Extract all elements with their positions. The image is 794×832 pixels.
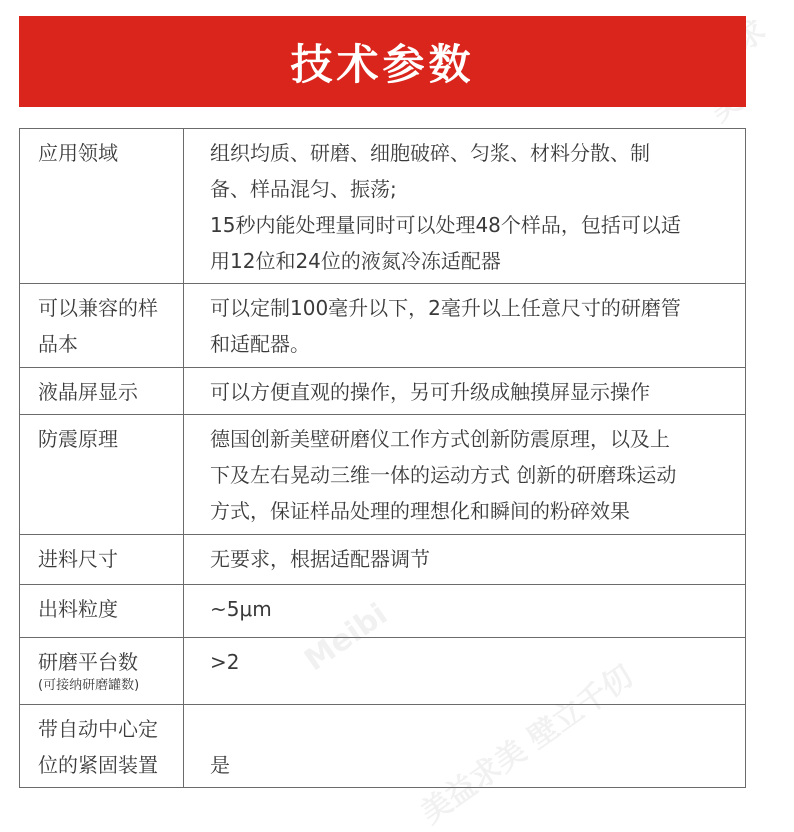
table-row <box>20 638 746 705</box>
value-line: 可以定制100毫升以下，2毫升以上任意尺寸的研磨管 <box>210 296 681 320</box>
row-key: 液晶屏显示 <box>20 368 184 415</box>
value-line: 15秒内能处理量同时可以处理48个样品，包括可以适 <box>210 213 681 237</box>
value-line: 用12位和24位的液氮冷冻适配器 <box>210 249 501 273</box>
value-line: 和适配器。 <box>210 332 310 356</box>
table-row <box>20 284 746 368</box>
row-value <box>184 284 746 368</box>
row-key: 防震原理 <box>20 415 184 535</box>
row-value: 可以方便直观的操作，另可升级成触摸屏显示操作 <box>184 368 746 415</box>
row-key <box>20 638 184 705</box>
table-row <box>20 705 746 788</box>
row-key: 出料粒度 <box>20 585 184 638</box>
page-title: 技术参数 <box>290 39 475 89</box>
key-line: 品本 <box>38 332 78 356</box>
table-row <box>20 535 746 585</box>
key-line: 位的紧固装置 <box>38 753 158 777</box>
value-line: 备、样品混匀、振荡; <box>210 177 397 201</box>
value-line: 下及左右晃动三维一体的运动方式 创新的研磨珠运动 <box>210 463 677 487</box>
row-value: 是 <box>184 705 746 788</box>
row-value: >2 <box>184 638 746 705</box>
row-value <box>184 129 746 284</box>
table-row <box>20 585 746 638</box>
title-banner <box>19 16 746 107</box>
value-line: 德国创新美壁研磨仪工作方式创新防震原理，以及上 <box>210 427 670 451</box>
key-line: 可以兼容的样 <box>38 296 158 320</box>
key-line: 研磨平台数 <box>38 650 138 674</box>
key-note: (可接纳研磨罐数) <box>38 678 140 693</box>
row-value <box>184 415 746 535</box>
row-key <box>20 284 184 368</box>
key-line: 带自动中心定 <box>38 717 158 741</box>
table-row <box>20 415 746 535</box>
row-value: ~5μm <box>184 585 746 638</box>
row-value: 无要求，根据适配器调节 <box>184 535 746 585</box>
row-key <box>20 705 184 788</box>
value-line: 组织均质、研磨、细胞破碎、匀浆、材料分散、制 <box>210 141 650 165</box>
table-row <box>20 368 746 415</box>
value-line: 方式，保证样品处理的理想化和瞬间的粉碎效果 <box>210 499 630 523</box>
table-row <box>20 129 746 284</box>
row-key: 进料尺寸 <box>20 535 184 585</box>
row-key: 应用领域 <box>20 129 184 284</box>
spec-table <box>19 128 746 788</box>
